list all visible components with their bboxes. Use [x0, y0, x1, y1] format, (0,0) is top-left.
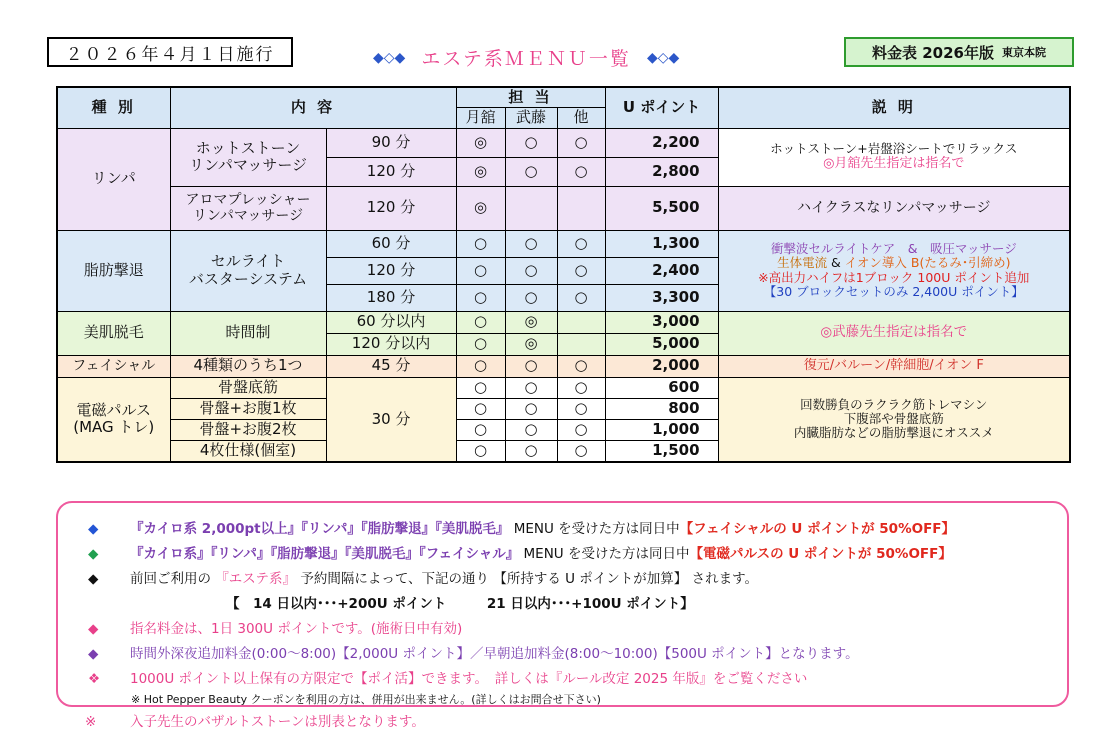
- staff-mark: ◎: [456, 186, 505, 230]
- footer-note: ※ 入子先生のバザルトストーンは別表となります。: [85, 714, 425, 730]
- col-type: 種 別: [57, 87, 170, 128]
- title-text: エステ系ＭＥＮＵ一覧: [421, 48, 631, 70]
- staff-mark: ○: [505, 377, 557, 398]
- note-overtime-fee: ◆ 時間外深夜追加料金(0:00～8:00)【2,000U ポイント】／早朝追加料金(8:00～10:00)【500U ポイント】となります。: [88, 646, 859, 662]
- time-cell: 120 分: [326, 186, 456, 230]
- staff-mark: ○: [557, 377, 605, 398]
- item-cell: 骨盤+お腹2枚: [170, 419, 326, 440]
- staff-mark: ◎: [456, 128, 505, 157]
- time-cell: 90 分: [326, 128, 456, 157]
- desc-cell: 回数勝負のラクラク筋トレマシン 下腹部や骨盤底筋 内臓脂肪などの脂肪撃退にオススメ: [718, 377, 1070, 462]
- note-poikatsu: ❖ 1000U ポイント以上保有の方限定で【ポイ活】できます。 詳しくは『ルール改定 2025 年版』をご覧ください: [88, 671, 808, 687]
- points-cell: 1,500: [605, 440, 718, 462]
- staff-mark: ○: [505, 157, 557, 186]
- points-cell: 5,000: [605, 333, 718, 355]
- time-cell: 120 分: [326, 157, 456, 186]
- diamond-bullet-icon: ◆: [88, 621, 99, 637]
- staff-mark: ○: [505, 257, 557, 284]
- menu-table: [56, 86, 1071, 463]
- staff-mark: ○: [557, 419, 605, 440]
- table-row: [57, 377, 1070, 398]
- effective-date-box: [47, 37, 293, 67]
- staff-mark: [505, 186, 557, 230]
- staff-mark: ○: [557, 230, 605, 257]
- staff-mark: ○: [456, 257, 505, 284]
- table-row: [57, 311, 1070, 333]
- staff-mark: ○: [505, 398, 557, 419]
- time-cell: 180 分: [326, 284, 456, 311]
- col-staff: 担 当: [456, 87, 605, 107]
- staff-mark: ○: [505, 440, 557, 462]
- note-point-bonus: ◆ 前回ご利用の 『エステ系』 予約間隔によって、下記の通り 【所持する U ポイントが加算】 されます。: [88, 571, 759, 587]
- staff-mark: ○: [557, 284, 605, 311]
- staff-name: 他: [557, 107, 605, 128]
- clover-bullet-icon: ❖: [88, 671, 101, 687]
- staff-mark: ○: [456, 333, 505, 355]
- time-cell: 60 分以内: [326, 311, 456, 333]
- points-cell: 2,000: [605, 355, 718, 377]
- effective-date: ２０２６年４月１日施行: [65, 44, 275, 65]
- staff-mark: [557, 186, 605, 230]
- time-cell: 45 分: [326, 355, 456, 377]
- points-cell: 1,000: [605, 419, 718, 440]
- type-cell: リンパ: [57, 128, 170, 230]
- diamond-bullet-icon: ◆: [88, 571, 99, 587]
- time-cell: 120 分: [326, 257, 456, 284]
- staff-mark: ○: [505, 284, 557, 311]
- desc-cell: 復元/バルーン/幹細胞/イオン F: [718, 355, 1070, 377]
- table-header-row: [57, 87, 1070, 107]
- title-deco-left: ◆◇◆: [373, 49, 406, 66]
- staff-mark: ○: [557, 398, 605, 419]
- staff-mark: ○: [456, 398, 505, 419]
- table-row: [57, 128, 1070, 157]
- item-cell: セルライト バスターシステム: [170, 230, 326, 311]
- points-cell: 3,300: [605, 284, 718, 311]
- points-cell: 2,200: [605, 128, 718, 157]
- staff-mark: ○: [505, 230, 557, 257]
- staff-mark: ○: [505, 419, 557, 440]
- staff-mark: ◎: [456, 157, 505, 186]
- time-cell: 60 分: [326, 230, 456, 257]
- points-cell: 5,500: [605, 186, 718, 230]
- staff-mark: ○: [557, 355, 605, 377]
- col-desc: 説 明: [718, 87, 1070, 128]
- title-deco-right: ◆◇◆: [646, 49, 680, 66]
- points-cell: 600: [605, 377, 718, 398]
- staff-mark: ◎: [505, 311, 557, 333]
- staff-mark: ○: [456, 311, 505, 333]
- desc-cell: ハイクラスなリンパマッサージ: [718, 186, 1070, 230]
- staff-mark: ○: [456, 355, 505, 377]
- points-cell: 3,000: [605, 311, 718, 333]
- col-points: U ポイント: [605, 87, 718, 128]
- table-row: [57, 355, 1070, 377]
- table-row: [57, 230, 1070, 257]
- staff-mark: ○: [557, 157, 605, 186]
- staff-mark: ○: [456, 440, 505, 462]
- staff-mark: ○: [505, 128, 557, 157]
- desc-cell: ◎武藤先生指定は指名で: [718, 311, 1070, 355]
- item-cell: アロマプレッシャー リンパマッサージ: [170, 186, 326, 230]
- staff-name: 月舘: [456, 107, 505, 128]
- item-cell: ホットストーン リンパマッサージ: [170, 128, 326, 186]
- staff-mark: ○: [557, 440, 605, 462]
- staff-mark: ○: [557, 257, 605, 284]
- type-cell: フェイシャル: [57, 355, 170, 377]
- item-cell: 骨盤底筋: [170, 377, 326, 398]
- desc-cell: 衝撃波セルライトケア & 吸圧マッサージ 生体電流 & イオン導入 B(たるみ･引締め) ※高出力ハイフは1ブロック 100U ポイント追加 【30 ブロックセットのみ 2,400U ポイント】: [718, 230, 1070, 311]
- time-cell: 30 分: [326, 377, 456, 462]
- table-row: [57, 186, 1070, 230]
- item-cell: 時間制: [170, 311, 326, 355]
- price-list-badge: [844, 37, 1074, 67]
- page-title: [373, 44, 753, 71]
- note-nomination-fee: ◆ 指名料金は、1日 300U ポイントです。(施術日中有効): [88, 621, 463, 637]
- item-cell: 骨盤+お腹1枚: [170, 398, 326, 419]
- staff-mark: ○: [505, 355, 557, 377]
- item-cell: 4種類のうち1つ: [170, 355, 326, 377]
- staff-name: 武藤: [505, 107, 557, 128]
- diamond-bullet-icon: ◆: [88, 521, 99, 537]
- desc-cell: ホットストーン+岩盤浴シートでリラックス ◎月舘先生指定は指名で: [718, 128, 1070, 186]
- points-cell: 1,300: [605, 230, 718, 257]
- note-ems-discount: ◆ 『カイロ系』『リンパ』『脂肪撃退』『美肌脱毛』『フェイシャル』 MENU を受けた方は同日中【電磁パルスの U ポイントが 50%OFF】: [88, 546, 952, 562]
- branch-label: 東京本院: [1001, 46, 1046, 59]
- points-cell: 2,800: [605, 157, 718, 186]
- diamond-bullet-icon: ◆: [88, 646, 99, 662]
- staff-mark: ○: [456, 230, 505, 257]
- type-cell: 電磁パルス (MAG トレ): [57, 377, 170, 462]
- item-cell: 4枚仕様(個室): [170, 440, 326, 462]
- staff-mark: ○: [456, 377, 505, 398]
- staff-mark: ○: [456, 419, 505, 440]
- type-cell: 脂肪撃退: [57, 230, 170, 311]
- diamond-bullet-icon: ◆: [88, 546, 99, 562]
- price-list-label: 料金表 2026年版: [872, 43, 994, 62]
- note-coupon: ※ Hot Pepper Beauty クーポンを利用の方は、併用が出来ません。(詳しくはお問合せ下さい): [131, 693, 601, 706]
- note-facial-discount: ◆ 『カイロ系 2,000pt以上』『リンパ』『脂肪撃退』『美肌脱毛』 MENU を受けた方は同日中【フェイシャルの U ポイントが 50%OFF】: [88, 521, 956, 537]
- staff-mark: ○: [557, 128, 605, 157]
- staff-mark: ○: [456, 284, 505, 311]
- time-cell: 120 分以内: [326, 333, 456, 355]
- staff-mark: [557, 333, 605, 355]
- staff-mark: [557, 311, 605, 333]
- points-cell: 800: [605, 398, 718, 419]
- staff-mark: ◎: [505, 333, 557, 355]
- points-cell: 2,400: [605, 257, 718, 284]
- footer-mark: ※: [85, 714, 97, 730]
- type-cell: 美肌脱毛: [57, 311, 170, 355]
- notes-box: [56, 501, 1069, 707]
- note-point-bonus-detail: 【 14 日以内･･･+200U ポイント 21 日以内･･･+100U ポイント】: [226, 596, 694, 612]
- col-content: 内 容: [170, 87, 456, 128]
